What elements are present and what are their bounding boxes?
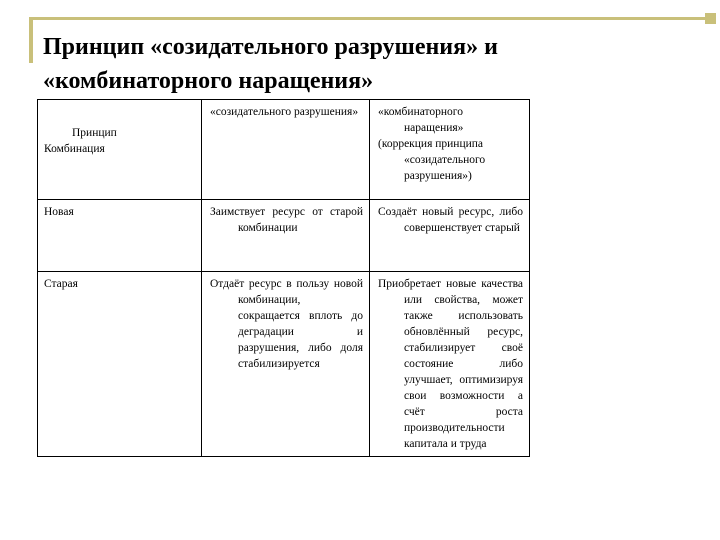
slide-title-line-1: Принцип «созидательного разрушения» и	[43, 34, 498, 60]
table-row	[38, 272, 530, 457]
row-accretion-cell	[370, 272, 530, 457]
row-accretion-text: Создаёт новый ресурс, либо совершенствует старый	[378, 206, 523, 234]
slide-title-line-2: «комбинаторного наращения»	[43, 68, 374, 94]
header-accretion-cell	[370, 100, 530, 200]
header-corner-cell	[38, 100, 202, 200]
row-accretion-text: Приобретает новые качества или свойства, может также использовать обновлённый ресурс, стабилизирует своё состояние либо улучшает, оптимизируя свои возможности а счёт роста производительности капитала и труда	[378, 278, 523, 450]
row-destruction-cell	[202, 272, 370, 457]
row-destruction-cell	[202, 200, 370, 272]
decorative-horizontal-line	[29, 17, 705, 20]
corner-principle-label: Принцип	[72, 127, 117, 139]
table-row	[38, 200, 530, 272]
row-label-cell: Новая	[38, 200, 202, 272]
header-accretion-label: «комбинаторного наращения»	[378, 106, 464, 134]
header-destruction-cell	[202, 100, 370, 200]
decorative-vertical-line	[29, 17, 33, 63]
decorative-corner-square	[705, 13, 716, 24]
table-header-row	[38, 100, 530, 200]
header-destruction-label: «созидательного разрушения»	[210, 106, 359, 118]
header-accretion-note: (коррекция принципа «созидательного разрушения»)	[378, 138, 486, 182]
row-destruction-text: Отдаёт ресурс в пользу новой комбинации, сокращается вплоть до деградации и разрушения, либо доля стабилизируется	[210, 278, 363, 370]
row-accretion-cell	[370, 200, 530, 272]
row-destruction-text: Заимствует ресурс от старой комбинации	[210, 206, 363, 234]
corner-combination-label: Комбинация	[44, 143, 105, 155]
comparison-table	[37, 99, 530, 457]
slide-title	[43, 30, 703, 98]
row-label-cell: Старая	[38, 272, 202, 457]
